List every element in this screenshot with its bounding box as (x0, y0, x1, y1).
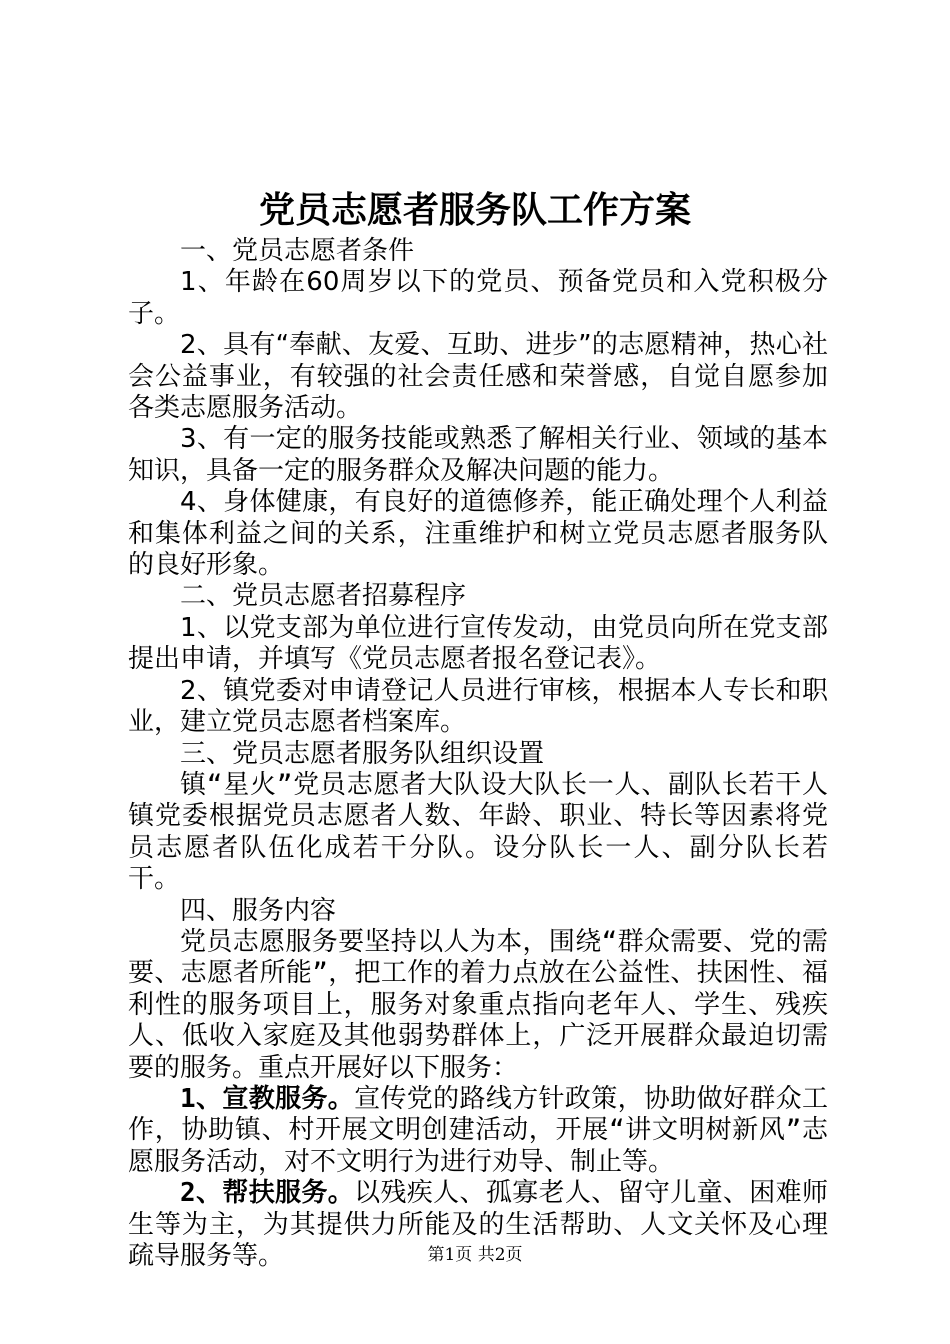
paragraph: 2、镇党委对申请登记人员进行审核，根据本人专长和职业，建立党员志愿者档案库。 (128, 675, 828, 738)
section-heading-2: 二、党员志愿者招募程序 (180, 581, 467, 612)
paragraph: 1、年龄在60周岁以下的党员、预备党员和入党积极分子。 (128, 267, 828, 329)
section-heading-4: 四、服务内容 (180, 895, 337, 926)
section-heading-1: 一、党员志愿者条件 (180, 236, 415, 266)
service-item-2-text: 以残疾人、孤寡老人、留守儿童、困难师生等为主，为其提供力所能及的生活帮助、人文关怀及心理疏导服务等。 (128, 1178, 828, 1271)
page-footer: 第1页 共2页 (427, 1245, 523, 1265)
service-item-1-lead: 1、宣教服务。 (180, 1083, 355, 1114)
service-item-1-text: 宣传党的路线方针政策，协助做好群众工作，协助镇、村开展文明创建活动，开展“讲文明树新风”志愿服务活动，对不文明行为进行劝导、制止等。 (128, 1083, 828, 1177)
paragraph: 3、有一定的服务技能或熟悉了解相关行业、领域的基本知识，具备一定的服务群众及解决问题的能力。 (128, 424, 828, 486)
section-heading-3: 三、党员志愿者服务队组织设置 (180, 738, 545, 769)
service-item-1 (128, 1084, 828, 1178)
document-body (128, 236, 828, 1272)
document-title: 党员志愿者服务队工作方案 (258, 189, 691, 231)
paragraph: 4、身体健康，有良好的道德修养，能正确处理个人利益和集体利益之间的关系，注重维护和树立党员志愿者服务队的良好形象。 (128, 487, 828, 581)
paragraph: 党员志愿服务要坚持以人为本，围绕“群众需要、党的需要、志愿者所能”，把工作的着力点放在公益性、扶困性、福利性的服务项目上，服务对象重点指向老年人、学生、残疾人、低收入家庭及其他弱势群体上，广泛开展群众最迫切需要的服务。重点开展好以下服务： (128, 926, 828, 1083)
paragraph: 2、具有“奉献、友爱、互助、进步”的志愿精神，热心社会公益事业，有较强的社会责任感和荣誉感，自觉自愿参加各类志愿服务活动。 (128, 330, 828, 424)
paragraph: 镇“星火”党员志愿者大队设大队长一人、副队长若干人镇党委根据党员志愿者人数、年龄、职业、特长等因素将党员志愿者队伍化成若干分队。设分队长一人、副分队长若干。 (128, 769, 828, 895)
service-item-2-lead: 2、帮扶服务。 (180, 1178, 355, 1209)
paragraph: 1、以党支部为单位进行宣传发动，由党员向所在党支部提出申请，并填写《党员志愿者报名登记表》。 (128, 612, 828, 675)
